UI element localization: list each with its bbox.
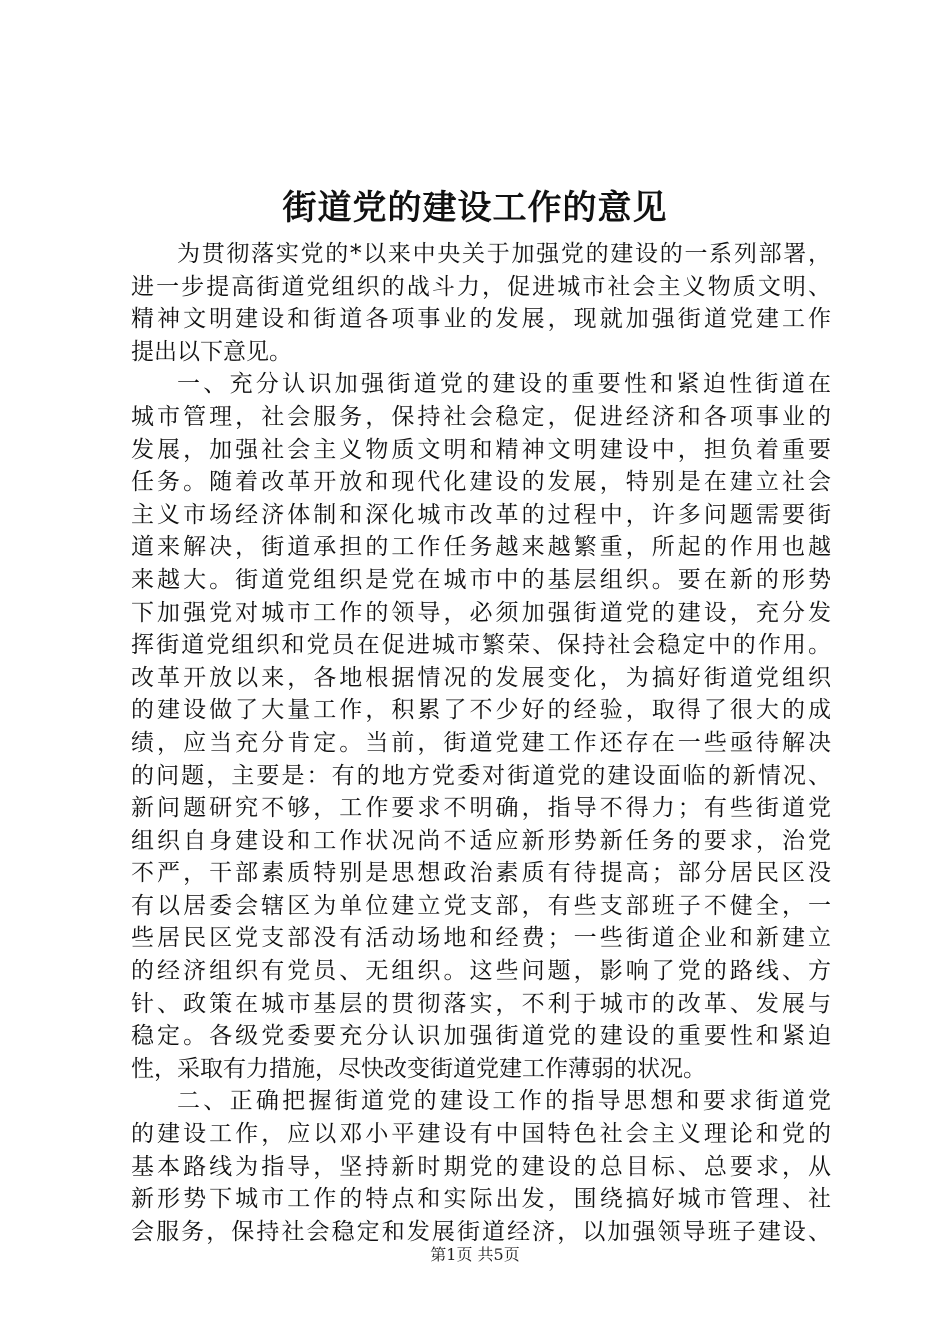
- text-line: 不严，干部素质特别是思想政治素质有待提高；部分居民区没: [131, 860, 831, 887]
- text-line: 主义市场经济体制和深化城市改革的过程中，许多问题需要街: [131, 501, 831, 528]
- text-line: 新形势下城市工作的特点和实际出发，围绕搞好城市管理、社: [131, 1186, 831, 1213]
- text-line: 些居民区党支部没有活动场地和经费；一些街道企业和新建立: [131, 925, 831, 952]
- document-title: 街道党的建设工作的意见: [282, 188, 668, 228]
- section-heading-line: 二、正确把握街道党的建设工作的指导思想和要求街道党: [177, 1088, 831, 1115]
- text-line: 基本路线为指导，坚持新时期党的建设的总目标、总要求，从: [131, 1153, 831, 1180]
- text-line: 城市管理，社会服务，保持社会稳定，促进经济和各项事业的: [131, 403, 831, 430]
- text-line: 稳定。各级党委要充分认识加强街道党的建设的重要性和紧迫: [131, 1023, 831, 1050]
- text-line: 为贯彻落实党的*以来中央关于加强党的建设的一系列部署，: [177, 241, 831, 267]
- text-line: 改革开放以来，各地根据情况的发展变化，为搞好街道党组织: [131, 664, 831, 691]
- text-line: 的建设工作，应以邓小平建设有中国特色社会主义理论和党的: [131, 1121, 831, 1148]
- text-line: 精神文明建设和街道各项事业的发展，现就加强街道党建工作: [131, 306, 831, 333]
- text-line: 来越大。街道党组织是党在城市中的基层组织。要在新的形势: [131, 566, 831, 593]
- text-line: 的建设做了大量工作，积累了不少好的经验，取得了很大的成: [131, 697, 831, 724]
- text-line: 任务。随着改革开放和现代化建设的发展，特别是在建立社会: [131, 469, 831, 496]
- text-line: 的经济组织有党员、无组织。这些问题，影响了党的路线、方: [131, 958, 831, 985]
- text-line: 组织自身建设和工作状况尚不适应新形势新任务的要求，治党: [131, 827, 831, 854]
- text-line: 绩，应当充分肯定。当前，街道党建工作还存在一些亟待解决: [131, 729, 831, 756]
- text-line: 有以居委会辖区为单位建立党支部，有些支部班子不健全，一: [131, 892, 831, 919]
- text-line: 挥街道党组织和党员在促进城市繁荣、保持社会稳定中的作用。: [131, 632, 831, 659]
- text-line: 道来解决，街道承担的工作任务越来越繁重，所起的作用也越: [131, 534, 831, 561]
- text-line: 会服务，保持社会稳定和发展街道经济，以加强领导班子建设、: [131, 1218, 831, 1245]
- document-body: [131, 238, 831, 1248]
- text-line: 下加强党对城市工作的领导，必须加强街道党的建设，充分发: [131, 599, 831, 626]
- page-footer: 第1页 共5页: [430, 1245, 520, 1264]
- text-line: 新问题研究不够，工作要求不明确，指导不得力；有些街道党: [131, 795, 831, 822]
- text-line: 进一步提高街道党组织的战斗力，促进城市社会主义物质文明、: [131, 273, 831, 300]
- section-heading-line: 一、充分认识加强街道党的建设的重要性和紧迫性街道在: [177, 371, 831, 398]
- text-line: 性，采取有力措施，尽快改变街道党建工作薄弱的状况。: [131, 1055, 706, 1082]
- text-line: 提出以下意见。: [131, 338, 292, 365]
- text-line: 的问题，主要是：有的地方党委对街道党的建设面临的新情况、: [131, 762, 831, 789]
- text-line: 针、政策在城市基层的贯彻落实，不利于城市的改革、发展与: [131, 990, 831, 1017]
- text-line: 发展，加强社会主义物质文明和精神文明建设中，担负着重要: [131, 436, 831, 463]
